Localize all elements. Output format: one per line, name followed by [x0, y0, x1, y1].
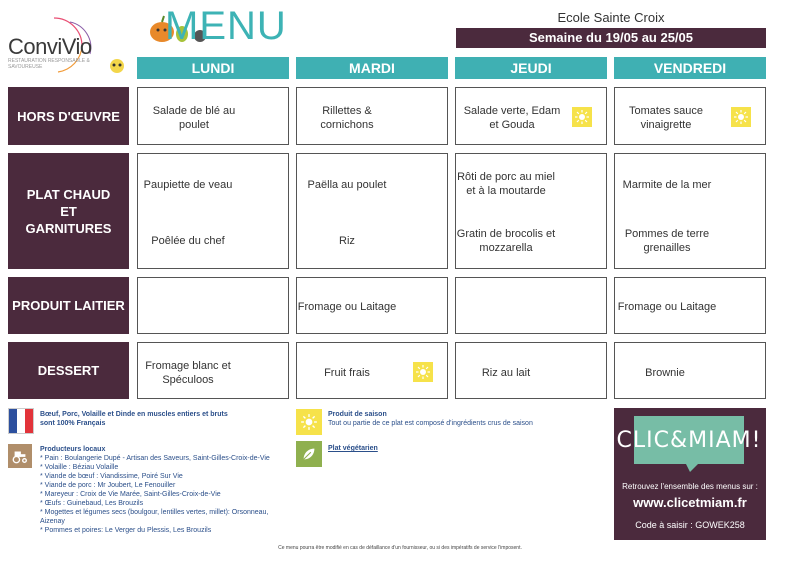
- producteur-item: * Volaille : Béziau Volaille: [40, 464, 119, 471]
- producteur-item: * Mogettes et légumes secs (boulgour, lentilles vertes, millet): Orsonneau, Aizenay: [40, 509, 269, 525]
- promo-url-link[interactable]: www.clicetmiam.fr: [633, 495, 747, 510]
- menu-cell: [614, 87, 766, 145]
- dish-label: Salade verte, Edam et Gouda: [463, 105, 561, 131]
- saison-text: Tout ou partie de ce plat est composé d'ingrédients crus de saison: [328, 420, 533, 427]
- promo-code: Code à saisir : GOWEK258: [635, 520, 745, 530]
- row-label-hors-doeuvre: HORS D'ŒUVRE: [8, 87, 129, 145]
- brand-logo: ConviVio: [8, 34, 92, 59]
- clicetmiam-logo: CLIC&MIAM!: [634, 416, 744, 464]
- dish-label: Salade de blé au poulet: [152, 105, 236, 131]
- side-dish-label: Riz: [339, 235, 355, 247]
- menu-cell: [137, 277, 289, 334]
- dish-label: Marmite de la mer: [622, 179, 712, 191]
- dish-label: Fromage blanc et Spéculoos: [145, 360, 231, 386]
- dish-label: Fromage ou Laitage: [617, 301, 717, 313]
- school-name: Ecole Sainte Croix: [557, 10, 665, 25]
- brand-tagline: RESTAURATION RESPONSABLE & SAVOUREUSE: [8, 58, 90, 70]
- side-dish-label: Pommes de terre grenailles: [624, 228, 710, 254]
- leaf-icon: [296, 441, 322, 467]
- sun-icon: [572, 107, 592, 127]
- day-header-mardi: MARDI: [296, 57, 448, 79]
- menu-cell: [296, 342, 448, 399]
- page-title: MENU: [165, 4, 287, 48]
- producteurs-title: Producteurs locaux: [40, 446, 106, 453]
- day-header-vendredi: VENDREDI: [614, 57, 766, 79]
- dish-label: Rillettes & cornichons: [320, 105, 374, 131]
- saison-title: Produit de saison: [328, 411, 387, 418]
- sun-icon: [296, 409, 322, 435]
- menu-cell: [614, 342, 766, 399]
- day-header-jeudi: JEUDI: [455, 57, 607, 79]
- row-label-laitier: PRODUIT LAITIER: [8, 277, 129, 334]
- producteur-item: * Viande de bœuf : Viandissime, Poiré Sur Vie: [40, 473, 183, 480]
- menu-cell: [455, 342, 607, 399]
- origine-note: Bœuf, Porc, Volaille et Dinde en muscles entiers et bruts sont 100% Français: [40, 411, 228, 427]
- sun-icon: [413, 362, 433, 382]
- menu-cell: [137, 87, 289, 145]
- producteurs-list: [40, 454, 280, 535]
- mascot-icon: [106, 58, 128, 74]
- producteur-item: * Pain : Boulangerie Dupé - Artisan des Saveurs, Saint-Gilles-Croix-de-Vie: [40, 455, 270, 462]
- tractor-icon: [8, 444, 32, 468]
- producteur-item: * Mareyeur : Croix de Vie Marée, Saint-Gilles-Croix-de-Vie: [40, 491, 221, 498]
- dish-label: Fromage ou Laitage: [297, 301, 397, 313]
- menu-cell: [614, 153, 766, 269]
- side-dish-label: Gratin de brocolis et mozzarella: [456, 228, 556, 254]
- sun-icon: [731, 107, 751, 127]
- speech-tail-icon: [686, 464, 698, 472]
- menu-cell: [455, 87, 607, 145]
- day-header-lundi: LUNDI: [137, 57, 289, 79]
- menu-cell: [455, 277, 607, 334]
- menu-cell: [614, 277, 766, 334]
- week-banner: Semaine du 19/05 au 25/05: [456, 28, 766, 48]
- producteur-item: * Œufs : Guinebaud, Les Brouzils: [40, 500, 144, 507]
- menu-cell: [296, 87, 448, 145]
- menu-cell: [137, 153, 289, 269]
- clicetmiam-promo: [614, 408, 766, 540]
- dish-label: Tomates sauce vinaigrette: [629, 105, 703, 131]
- dish-label: Paëlla au poulet: [307, 179, 387, 191]
- row-label-plat: PLAT CHAUD ET GARNITURES: [8, 153, 129, 269]
- dish-label: Paupiette de veau: [143, 179, 233, 191]
- menu-cell: [296, 277, 448, 334]
- dish-label: Riz au lait: [481, 367, 531, 379]
- producteur-item: * Pommes et poires: Le Verger du Plessis, Les Brouzils: [40, 527, 212, 534]
- menu-cell: [455, 153, 607, 269]
- menu-cell: [296, 153, 448, 269]
- dish-label: Brownie: [645, 367, 685, 379]
- menu-cell: [137, 342, 289, 399]
- vegetarien-label: Plat végétarien: [328, 445, 378, 452]
- producteur-item: * Viande de porc : Mr Joubert, Le Fenouiller: [40, 482, 176, 489]
- promo-text: Retrouvez l'ensemble des menus sur :: [622, 482, 758, 491]
- row-label-dessert: DESSERT: [8, 342, 129, 399]
- french-flag-icon: [8, 408, 34, 434]
- dish-label: Fruit frais: [324, 367, 370, 379]
- disclaimer: Ce menu pourra être modifié en cas de défaillance d'un fournisseur, ou si des impératifs de service l'imposent.: [278, 545, 522, 551]
- side-dish-label: Poêlée du chef: [151, 235, 225, 247]
- dish-label: Rôti de porc au miel et à la moutarde: [457, 171, 555, 197]
